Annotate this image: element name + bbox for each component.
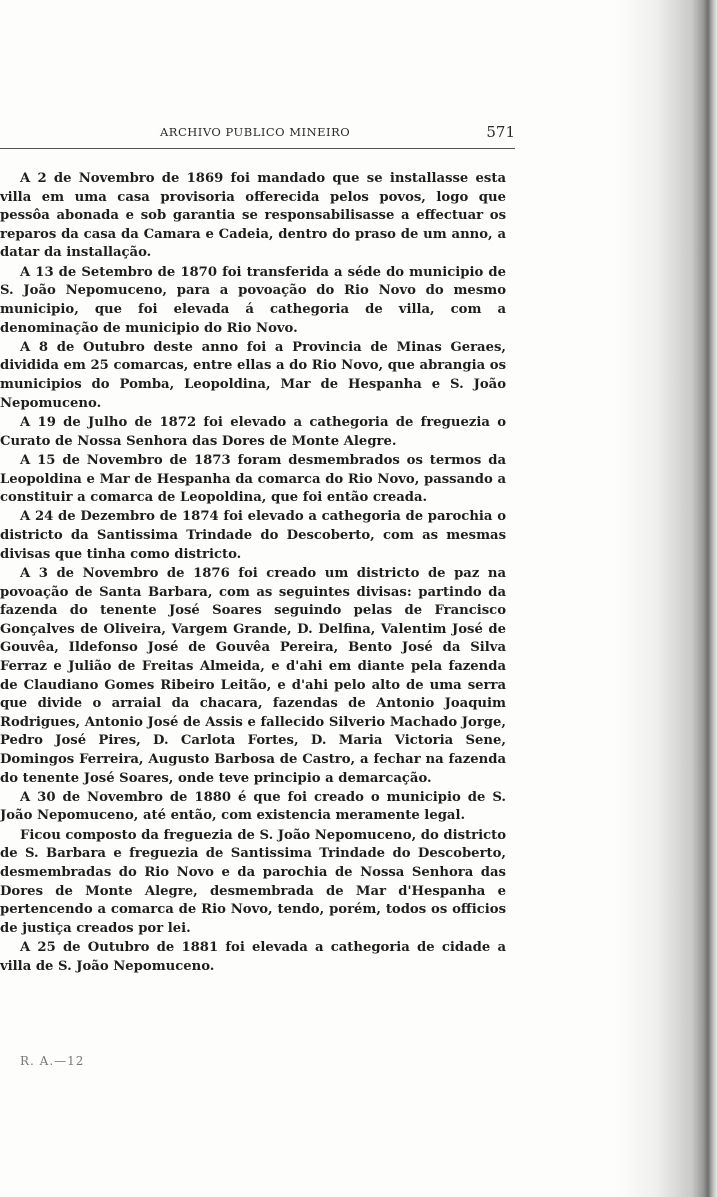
page-number: 571 xyxy=(486,123,515,141)
paragraph-municipio: A 30 de Novembro de 1880 é que foi creado o municipio de S. João Nepomuceno, até então, com existencia meramente legal. xyxy=(0,789,506,824)
paragraph-seat-transfer: A 13 de Setembro de 1870 foi transferida a séde do municipio de S. João Nepomuceno, para a povoação do Rio Novo do mesmo municipio, que foi elevada á cathegoria de villa, com a denominação de municipio do Rio Novo. xyxy=(0,264,506,336)
paragraph-installation: A 2 de Novembro de 1869 foi mandado que se installasse esta villa em uma casa provisoria offerecida pelos povos, logo que pessôa abonada e sob garantia se responsabilisasse a effectuar os reparos da casa da Camara e Cadeia, dentro do praso de um anno, a datar da installação. xyxy=(0,171,506,261)
paragraph-cidade: A 25 de Outubro de 1881 foi elevada a cathegoria de cidade a villa de S. João Nepomuceno. xyxy=(0,940,506,974)
running-title: ARCHIVO PUBLICO MINEIRO xyxy=(160,125,351,139)
paragraph-parochia: A 24 de Dezembro de 1874 foi elevado a cathegoria de parochia o districto da Santissima Trindade do Descoberto, com as mesmas divisas que tinha como districto. xyxy=(0,509,506,562)
paragraph-province-division: A 8 de Outubro deste anno foi a Provincia de Minas Geraes, dividida em 25 comarcas, entre ellas a do Rio Novo, que abrangia os municipios do Pomba, Leopoldina, Mar de Hespanha e S. João Nepomuceno. xyxy=(0,339,506,411)
signature-mark: R. A.—12 xyxy=(20,1054,85,1068)
body-text xyxy=(0,170,506,977)
header-rule xyxy=(0,148,515,149)
paragraph-composition: Ficou composto da freguezia de S. João Nepomuceno, do districto de S. Barbara e freguezia de Santissima Trindade do Descoberto, desmembradas do Rio Novo e da parochia de Nossa Senhora das Dores de Monte Alegre, desmembrada de Mar d'Hespanha e pertencendo a comarca de Rio Novo, tendo, porém, todos os officios de justiça creados por lei. xyxy=(0,827,506,936)
paragraph-districto-paz: A 3 de Novembro de 1876 foi creado um districto de paz na povoação de Santa Barbara, com as seguintes divisas: partindo da fazenda do tenente José Soares seguindo pelas de Francisco Gonçalves de Oliveira, Vargem Grande, D. Delfina, Valentim José de Gouvêa, Ildefonso José de Gouvêa Pereira, Bento José da Silva Ferraz e Julião de Freitas Almeida, e d'ahi em diante pela fazenda de Claudiano Gomes Ribeiro Leitão, e d'ahi pelo alto de uma serra que divide o arraial da chacara, fazendas de Antonio Joaquim Rodrigues, Antonio José de Assis e fallecido Silverio Machado Jorge, Pedro José Pires, D. Carlota Fortes, D. Maria Victoria Sene, Domingos Ferreira, Augusto Barbosa de Castro, a fechar na fazenda do tenente José Soares, onde teve principio a demarcação. xyxy=(0,565,506,786)
book-spine-shadow xyxy=(617,0,717,1197)
page-header xyxy=(0,125,515,145)
paragraph-freguezia: A 19 de Julho de 1872 foi elevado a cathegoria de freguezia o Curato de Nossa Senhora das Dores de Monte Alegre. xyxy=(0,414,506,449)
paragraph-dismemberment: A 15 de Novembro de 1873 foram desmembrados os termos da Leopoldina e Mar de Hespanha da comarca do Rio Novo, passando a constituir a comarca de Leopoldina, que foi então creada. xyxy=(0,452,506,506)
